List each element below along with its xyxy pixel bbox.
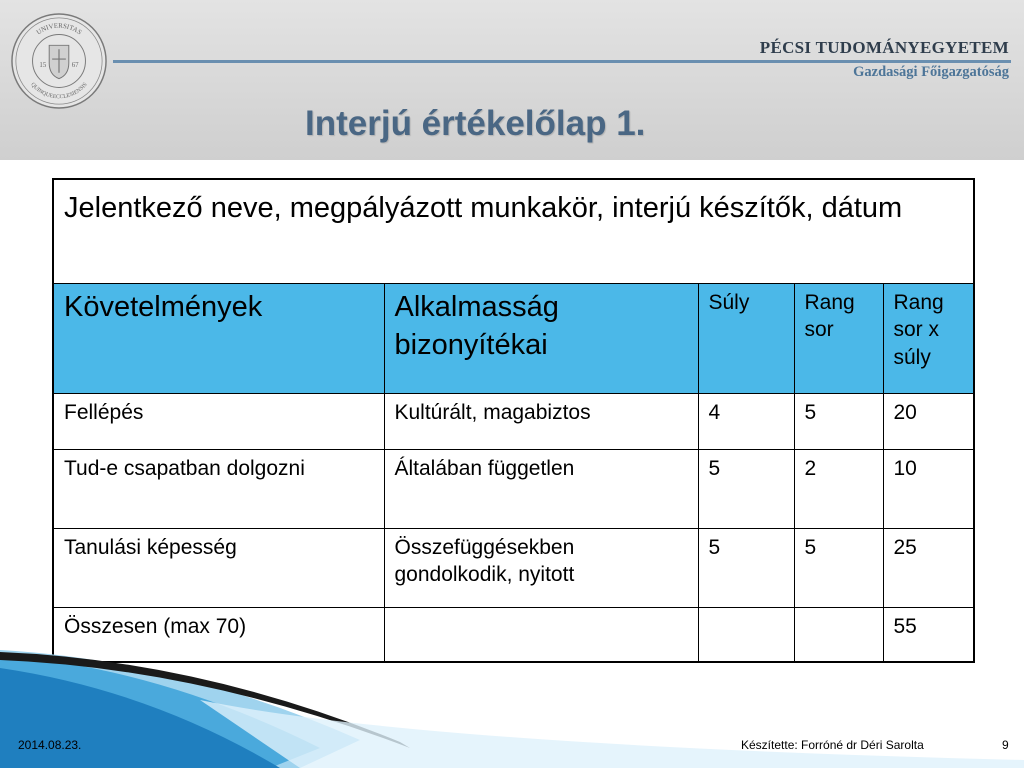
- column-header: Rang sor x súly: [883, 284, 974, 394]
- table-top-row: [53, 179, 974, 284]
- column-header: Követelmények: [53, 284, 384, 394]
- table-header-row: [53, 284, 974, 394]
- table-cell: 5: [698, 529, 794, 608]
- svg-text:UNIVERSITAS: UNIVERSITAS: [35, 22, 83, 37]
- svg-text:67: 67: [71, 61, 79, 69]
- header-rule: [113, 60, 1011, 63]
- table-cell: 5: [794, 529, 883, 608]
- department-name: Gazdasági Főigazgatóság: [853, 64, 1009, 80]
- table-cell: Fellépés: [53, 394, 384, 450]
- page-number: 9: [1002, 738, 1009, 752]
- table-cell: 20: [883, 394, 974, 450]
- evaluation-table: [52, 178, 975, 663]
- svg-text:QUINQUEECCLESIENSIS: QUINQUEECCLESIENSIS: [29, 81, 89, 101]
- table-cell: Tanulási képesség: [53, 529, 384, 608]
- table-cell: 10: [883, 450, 974, 529]
- column-header: Alkalmasság bizonyítékai: [384, 284, 698, 394]
- table-cell: Összefüggésekben gondolkodik, nyitott: [384, 529, 698, 608]
- svg-text:15: 15: [39, 61, 47, 69]
- table-row: [53, 529, 974, 608]
- table-cell: Összesen (max 70): [53, 608, 384, 663]
- table-cell: Tud-e csapatban dolgozni: [53, 450, 384, 529]
- column-header: Súly: [698, 284, 794, 394]
- table-cell: 2: [794, 450, 883, 529]
- table-row: [53, 450, 974, 529]
- table-cell: 25: [883, 529, 974, 608]
- footer-date: 2014.08.23.: [18, 738, 82, 752]
- candidate-info-cell: Jelentkező neve, megpályázott munkakör, interjú készítők, dátum: [53, 179, 974, 284]
- column-header: Rang sor: [794, 284, 883, 394]
- table-cell: 5: [698, 450, 794, 529]
- table-cell: 5: [794, 394, 883, 450]
- university-name: PÉCSI TUDOMÁNYEGYETEM: [759, 38, 1009, 57]
- university-seal-icon: [10, 12, 108, 110]
- table-row: [53, 394, 974, 450]
- table-cell: Általában független: [384, 450, 698, 529]
- table-cell: Kultúrált, magabiztos: [384, 394, 698, 450]
- table-cell: 4: [698, 394, 794, 450]
- slide-title: Interjú értékelőlap 1.: [305, 104, 646, 143]
- footer-author: Készítette: Forróné dr Déri Sarolta: [741, 738, 924, 752]
- table-cell: 55: [883, 608, 974, 663]
